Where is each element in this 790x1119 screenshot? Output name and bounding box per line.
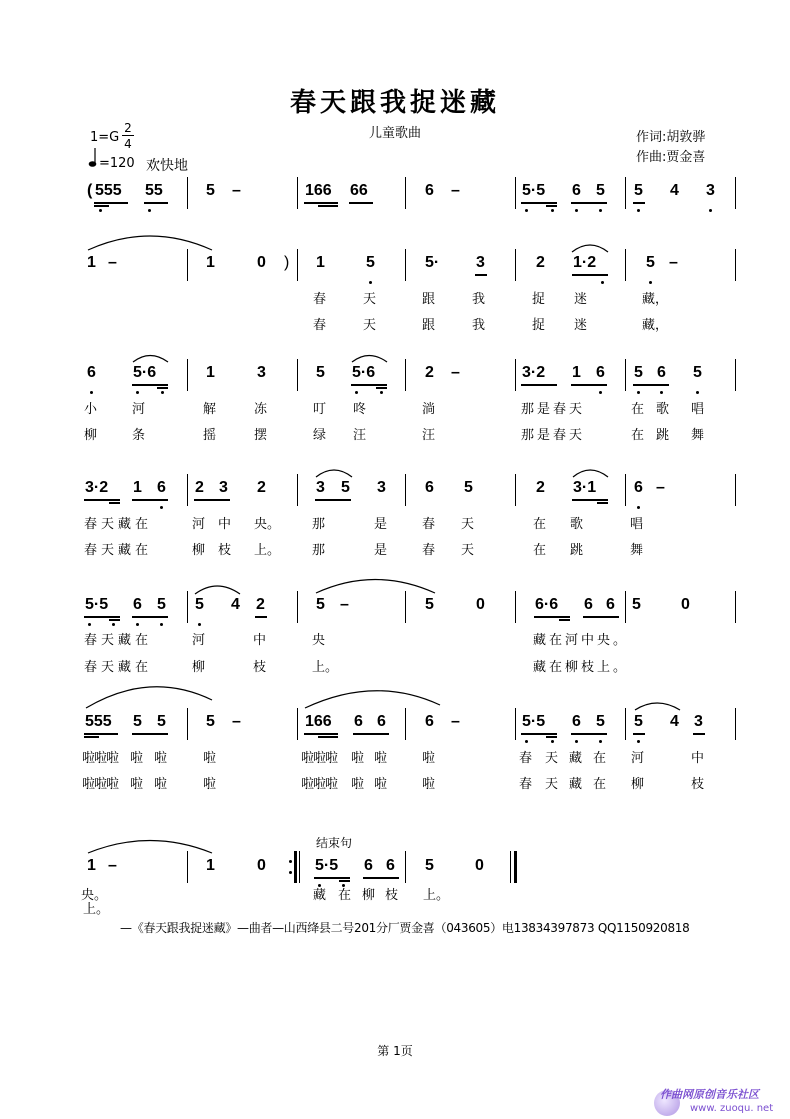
lyric: 我 bbox=[472, 318, 486, 333]
note: – bbox=[232, 182, 241, 199]
note: 6 bbox=[606, 596, 615, 613]
composer: 作曲:贾金喜 bbox=[636, 150, 706, 165]
note: 6 bbox=[584, 596, 593, 613]
lyric: 解 bbox=[203, 402, 217, 417]
note: 6 bbox=[354, 713, 363, 730]
note: 6 bbox=[425, 713, 434, 730]
lyric: 在 bbox=[593, 777, 607, 792]
lyric: 唱 bbox=[630, 517, 644, 532]
lyric: 歌 bbox=[656, 402, 670, 417]
note: – bbox=[451, 713, 460, 730]
lyric: 央。 bbox=[81, 888, 108, 903]
note: 1·2 bbox=[573, 254, 597, 271]
slur bbox=[316, 580, 435, 594]
lyric: 中 bbox=[218, 517, 232, 532]
lyric: 啦 bbox=[154, 777, 168, 792]
lyric: 春天藏在 bbox=[84, 543, 153, 558]
lyric: 春天藏在 bbox=[84, 633, 153, 648]
note: 5·5 bbox=[522, 713, 546, 730]
lyric: 啦啦啦 bbox=[82, 751, 119, 766]
note: 1 bbox=[206, 364, 215, 381]
note: 6 bbox=[87, 364, 96, 381]
lyric: 春 bbox=[422, 543, 436, 558]
lyric: 枝 bbox=[691, 777, 705, 792]
note: 0 bbox=[257, 254, 266, 271]
note: 1 bbox=[133, 479, 142, 496]
time-signature-bottom: 4 bbox=[124, 137, 132, 151]
lyric: 捉 bbox=[532, 318, 546, 333]
ending-label: 结束句 bbox=[316, 836, 353, 850]
lyric: 春天藏在 bbox=[84, 517, 153, 532]
tie bbox=[133, 356, 168, 363]
lyric: 在 bbox=[533, 543, 547, 558]
lyric: 央。 bbox=[254, 517, 281, 532]
note: 5 bbox=[464, 479, 473, 496]
lyric: 天 bbox=[461, 517, 475, 532]
tie bbox=[352, 356, 387, 363]
lyric: 在 bbox=[533, 517, 547, 532]
note: 5 bbox=[425, 857, 434, 874]
lyric: 藏 bbox=[313, 888, 327, 903]
lyric: 唱 bbox=[691, 402, 705, 417]
lyric: 啦 bbox=[154, 751, 168, 766]
note: 5 bbox=[634, 713, 643, 730]
lyric: 天 bbox=[545, 777, 559, 792]
note: – bbox=[656, 479, 665, 496]
lyric: 藏 bbox=[569, 777, 583, 792]
slur bbox=[635, 703, 680, 710]
lyric: 河 bbox=[192, 633, 206, 648]
lyric: 那 bbox=[312, 543, 326, 558]
note: 5 bbox=[195, 596, 204, 613]
note: 0 bbox=[475, 857, 484, 874]
note: 5 bbox=[634, 364, 643, 381]
note: 3 bbox=[377, 479, 386, 496]
lyric: 上。 bbox=[254, 543, 281, 558]
note: 166 bbox=[305, 713, 332, 730]
note: 4 bbox=[231, 596, 240, 613]
lyric: 藏， bbox=[642, 318, 669, 333]
note: 5 bbox=[206, 713, 215, 730]
lyric: 央 bbox=[312, 633, 326, 648]
lyric: 摇 bbox=[203, 428, 217, 443]
lyric: 在 bbox=[338, 888, 352, 903]
lyric: 天 bbox=[461, 543, 475, 558]
note: 1 bbox=[572, 364, 581, 381]
lyric: 啦啦啦 bbox=[82, 777, 119, 792]
time-signature-top: 2 bbox=[124, 121, 132, 135]
note: – bbox=[451, 182, 460, 199]
note: 5 bbox=[425, 596, 434, 613]
note: 66 bbox=[350, 182, 368, 199]
lyric: 啦 bbox=[374, 777, 388, 792]
note: 1 bbox=[316, 254, 325, 271]
note: 555 bbox=[95, 182, 122, 199]
note: 5 bbox=[632, 596, 641, 613]
lyric: 柳 bbox=[84, 428, 98, 443]
note: 3 bbox=[476, 254, 485, 271]
lyric: 藏 bbox=[569, 751, 583, 766]
note: ) bbox=[284, 254, 290, 271]
note: 2 bbox=[195, 479, 204, 496]
note: 3 bbox=[257, 364, 266, 381]
slur bbox=[305, 691, 440, 708]
lyric: 上。 bbox=[312, 660, 339, 675]
note: ( bbox=[87, 182, 93, 199]
note: 3 bbox=[706, 182, 715, 199]
lyric: 柳 bbox=[362, 888, 376, 903]
lyric: 上。 bbox=[423, 888, 450, 903]
lyric: 啦 bbox=[203, 751, 217, 766]
note: 3·2 bbox=[85, 479, 109, 496]
lyric: 啦 bbox=[351, 777, 365, 792]
lyric: 藏在柳枝上。 bbox=[533, 660, 630, 675]
note: 5 bbox=[634, 182, 643, 199]
lyric: 柳 bbox=[631, 777, 645, 792]
note: 5 bbox=[596, 182, 605, 199]
lyric: 河 bbox=[192, 517, 206, 532]
lyric: 柳 bbox=[192, 543, 206, 558]
note: 6 bbox=[572, 713, 581, 730]
lyric: 摆 bbox=[254, 428, 268, 443]
note: 0 bbox=[476, 596, 485, 613]
lyric: 条 bbox=[132, 428, 146, 443]
lyric: 啦 bbox=[351, 751, 365, 766]
lyric: 汪 bbox=[353, 428, 367, 443]
lyric: 是 bbox=[374, 517, 388, 532]
note: 3 bbox=[219, 479, 228, 496]
lyricist: 作词:胡敦骅 bbox=[636, 130, 706, 145]
note: 6 bbox=[377, 713, 386, 730]
lyric: 啦 bbox=[203, 777, 217, 792]
lyric: 叮 bbox=[313, 402, 327, 417]
note: 2 bbox=[425, 364, 434, 381]
lyric: 迷 bbox=[574, 292, 588, 307]
lyric: 啦 bbox=[130, 777, 144, 792]
lyric: 春 bbox=[313, 318, 327, 333]
note: 4 bbox=[670, 713, 679, 730]
lyric: 春天藏在 bbox=[84, 660, 153, 675]
note: 2 bbox=[257, 479, 266, 496]
lyric: 春 bbox=[313, 292, 327, 307]
lyric: 绿 bbox=[313, 428, 327, 443]
note: 5 bbox=[157, 596, 166, 613]
lyric: 咚 bbox=[353, 402, 367, 417]
note: 5 bbox=[693, 364, 702, 381]
note: 3·2 bbox=[522, 364, 546, 381]
lyric: 迷 bbox=[574, 318, 588, 333]
lyric: 春 bbox=[519, 751, 533, 766]
lyric: 跳 bbox=[656, 428, 670, 443]
song-genre: 儿童歌曲 bbox=[368, 126, 421, 141]
lyric: 河 bbox=[631, 751, 645, 766]
note: 3·1 bbox=[573, 479, 597, 496]
note: 5 bbox=[646, 254, 655, 271]
lyric: 啦 bbox=[422, 777, 436, 792]
lyric: 天 bbox=[363, 318, 377, 333]
note: 5·6 bbox=[133, 364, 157, 381]
note: 5 bbox=[133, 713, 142, 730]
lyric: 汪 bbox=[422, 428, 436, 443]
note: 5 bbox=[157, 713, 166, 730]
lyric: 天 bbox=[363, 292, 377, 307]
note: 6 bbox=[157, 479, 166, 496]
lyric: 春 bbox=[519, 777, 533, 792]
lyric: 小 bbox=[84, 402, 98, 417]
note: 166 bbox=[305, 182, 332, 199]
slur bbox=[88, 236, 212, 250]
note: 1 bbox=[206, 254, 215, 271]
lyric: 啦 bbox=[374, 751, 388, 766]
note: 6 bbox=[596, 364, 605, 381]
note: 6 bbox=[657, 364, 666, 381]
lyric: 藏在河中央。 bbox=[533, 633, 630, 648]
note: – bbox=[108, 857, 117, 874]
lyric: 捉 bbox=[532, 292, 546, 307]
lyric: 淌 bbox=[422, 402, 436, 417]
note: 6 bbox=[634, 479, 643, 496]
note: – bbox=[669, 254, 678, 271]
note: 1 bbox=[206, 857, 215, 874]
lyric: 藏， bbox=[642, 292, 669, 307]
note: 5 bbox=[206, 182, 215, 199]
lyric: 河 bbox=[132, 402, 146, 417]
tempo-marking: =120 bbox=[99, 156, 135, 171]
note: 6 bbox=[364, 857, 373, 874]
lyric: 啦啦啦 bbox=[301, 777, 338, 792]
note: 2 bbox=[536, 479, 545, 496]
lyric: 那是春天 bbox=[521, 428, 586, 443]
lyric: 在 bbox=[631, 402, 645, 417]
watermark-text: 作曲网原创音乐社区 bbox=[660, 1088, 759, 1101]
note: 55 bbox=[145, 182, 163, 199]
note: 5·6 bbox=[352, 364, 376, 381]
note: 2 bbox=[256, 596, 265, 613]
note: 0 bbox=[257, 857, 266, 874]
note: 1 bbox=[87, 857, 96, 874]
tempo-text: 欢快地 bbox=[146, 158, 188, 174]
tie bbox=[316, 470, 352, 477]
lyric: 天 bbox=[545, 751, 559, 766]
lyric: 上。 bbox=[83, 902, 110, 917]
lyric: 枝 bbox=[253, 660, 267, 675]
lyric: 跳 bbox=[570, 543, 584, 558]
composer-credit: —《春天跟我捉迷藏》—曲者—山西绛县二号201分厂贾金喜（043605）电13834397873 QQ1150920818 bbox=[120, 921, 690, 935]
slur bbox=[195, 586, 240, 594]
note: 0 bbox=[681, 596, 690, 613]
lyric: 在 bbox=[631, 428, 645, 443]
lyric: 跟 bbox=[422, 292, 436, 307]
note: 5 bbox=[341, 479, 350, 496]
lyric: 舞 bbox=[630, 543, 644, 558]
note: 4 bbox=[670, 182, 679, 199]
song-title: 春天跟我捉迷藏 bbox=[289, 88, 500, 118]
lyric: 枝 bbox=[385, 888, 399, 903]
lyric: 那 bbox=[312, 517, 326, 532]
note: 6 bbox=[572, 182, 581, 199]
tie bbox=[573, 470, 608, 477]
note: – bbox=[232, 713, 241, 730]
note: 5 bbox=[596, 713, 605, 730]
lyric: 啦 bbox=[422, 751, 436, 766]
lyric: 啦啦啦 bbox=[301, 751, 338, 766]
note: 5 bbox=[316, 596, 325, 613]
note: 2 bbox=[536, 254, 545, 271]
lyric: 柳 bbox=[192, 660, 206, 675]
note: – bbox=[340, 596, 349, 613]
note: 5·5 bbox=[85, 596, 109, 613]
note: 1 bbox=[87, 254, 96, 271]
note: – bbox=[108, 254, 117, 271]
lyric: 跟 bbox=[422, 318, 436, 333]
note: 3 bbox=[316, 479, 325, 496]
note: 5·5 bbox=[315, 857, 339, 874]
lyric: 冻 bbox=[254, 402, 268, 417]
tie bbox=[572, 245, 608, 252]
note: 5 bbox=[366, 254, 375, 271]
lyric: 歌 bbox=[570, 517, 584, 532]
watermark-url[interactable]: www. zuoqu. net bbox=[690, 1103, 774, 1114]
lyric: 春 bbox=[422, 517, 436, 532]
lyric: 啦 bbox=[130, 751, 144, 766]
note: 6 bbox=[133, 596, 142, 613]
lyric: 在 bbox=[593, 751, 607, 766]
lyric: 我 bbox=[472, 292, 486, 307]
lyric: 中 bbox=[253, 633, 267, 648]
note: 5·5 bbox=[522, 182, 546, 199]
slur bbox=[86, 687, 212, 708]
key-signature: 1=G bbox=[90, 130, 120, 145]
note: 555 bbox=[85, 713, 112, 730]
note: – bbox=[451, 364, 460, 381]
lyric: 那是春天 bbox=[521, 402, 586, 417]
lyric: 舞 bbox=[691, 428, 705, 443]
page-number: 第 1页 bbox=[377, 1044, 413, 1058]
slur bbox=[88, 841, 212, 854]
note: 5 bbox=[316, 364, 325, 381]
note: 6·6 bbox=[535, 596, 559, 613]
note: 3 bbox=[694, 713, 703, 730]
note: 6 bbox=[425, 182, 434, 199]
note: 5· bbox=[425, 254, 440, 271]
note: 6 bbox=[425, 479, 434, 496]
lyric: 枝 bbox=[218, 543, 232, 558]
lyric: 是 bbox=[374, 543, 388, 558]
lyric: 中 bbox=[691, 751, 705, 766]
note: 6 bbox=[386, 857, 395, 874]
